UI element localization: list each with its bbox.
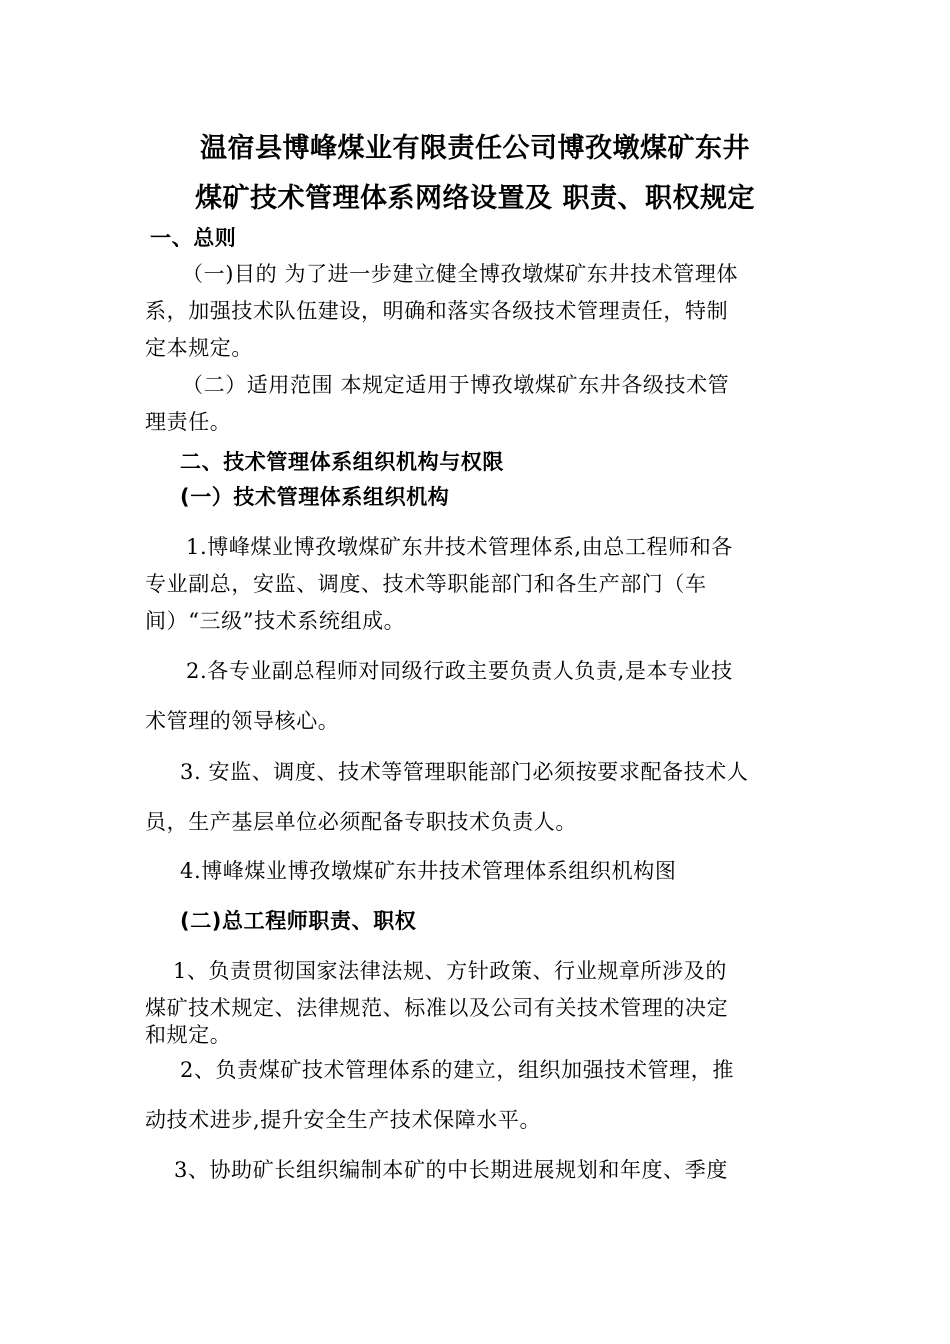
section2-sub1-heading: (一）技术管理体系组织机构 bbox=[180, 485, 450, 509]
section1-para1-line3: 定本规定。 bbox=[145, 336, 253, 360]
section1-para1-line1: （一)目的 为了进一步建立健全博孜墩煤矿东井技术管理体 bbox=[182, 262, 739, 286]
sub1-item2-line1: 2.各专业副总程师对同级行政主要负责人负责,是本专业技 bbox=[186, 659, 733, 683]
sub2-item2-line1: 2、负责煤矿技术管理体系的建立，组织加强技术管理，推 bbox=[180, 1058, 734, 1082]
sub1-item2-line2: 术管理的领导核心。 bbox=[145, 709, 340, 733]
sub1-item4-line1: 4.博峰煤业博孜墩煤矿东井技术管理体系组织机构图 bbox=[180, 859, 677, 883]
sub1-item1-line3: 间）“三级”技术系统组成。 bbox=[145, 609, 406, 633]
document-title-line2: 煤矿技术管理体系网络设置及 职责、职权规定 bbox=[195, 183, 755, 214]
sub2-item2-line2: 动技术进步,提升安全生产技术保障水平。 bbox=[145, 1108, 542, 1132]
sub2-item1-line2: 煤矿技术规定、法律规范、标准以及公司有关技术管理的决定 bbox=[145, 996, 729, 1020]
document-title-line1: 温宿县博峰煤业有限责任公司博孜墩煤矿东井 bbox=[200, 133, 750, 164]
sub1-item1-line2: 专业副总，安监、调度、技术等职能部门和各生产部门（车 bbox=[145, 572, 707, 596]
section1-heading: 一、总则 bbox=[150, 226, 237, 250]
section2-heading: 二、技术管理体系组织机构与权限 bbox=[180, 450, 504, 474]
section1-para2-line2: 理责任。 bbox=[145, 410, 232, 434]
sub1-item1-line1: 1.博峰煤业博孜墩煤矿东井技术管理体系,由总工程师和各 bbox=[186, 535, 733, 559]
sub2-item1-line3: 和规定。 bbox=[145, 1023, 232, 1047]
sub1-item3-line1: 3. 安监、调度、技术等管理职能部门必须按要求配备技术人 bbox=[180, 760, 749, 784]
sub2-item1-line1: 1、负责贯彻国家法律法规、方针政策、行业规章所涉及的 bbox=[173, 959, 727, 983]
section1-para2-line1: （二）适用范围 本规定适用于博孜墩煤矿东井各级技术管 bbox=[182, 373, 730, 397]
sub2-item3-line1: 3、协助矿长组织编制本矿的中长期进展规划和年度、季度 bbox=[174, 1158, 728, 1182]
section2-sub2-heading: (二)总工程师职责、职权 bbox=[180, 909, 417, 933]
sub1-item3-line2: 员，生产基层单位必须配备专职技术负责人。 bbox=[145, 810, 577, 834]
section1-para1-line2: 系，加强技术队伍建设，明确和落实各级技术管理责任，特制 bbox=[145, 299, 729, 323]
